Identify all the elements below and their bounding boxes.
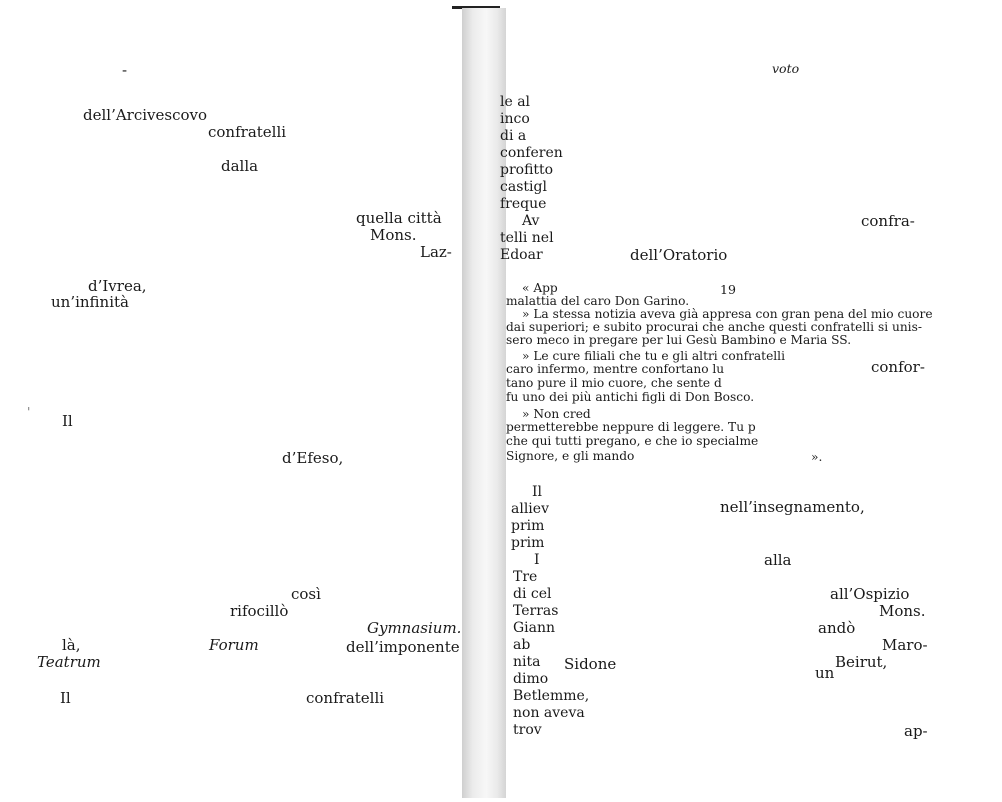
word-la: là, [62,636,81,654]
text-line: alliev [511,501,549,517]
word-dell-arcivescovo: dell’Arcivescovo [83,106,208,124]
word-confor: confor- [871,358,925,376]
word-ap: ap- [904,722,928,740]
word-il-second: Il [60,689,71,707]
note-line: « App [522,281,558,295]
note-line: permetterebbe neppure di leggere. Tu p [506,420,756,434]
word-cosi: così [291,585,321,603]
word-ando: andò [818,619,856,637]
word-laz: Laz- [420,243,452,261]
word-d-efeso: d’Efeso, [282,449,344,467]
right-page [470,0,1002,802]
word-nell-insegnamento: nell’insegnamento, [720,498,865,516]
word-dell-imponente: dell’imponente [346,638,460,656]
closing-quote: ». [811,450,823,464]
note-line: dai superiori; e subito procurai che anche questi confratelli si unis- [506,320,922,334]
word-beirut: Beirut, [835,653,888,671]
word-un-infinita: un’infinità [51,293,129,311]
note-line: sero meco in pregare per lui Gesù Bambino e Maria SS. [506,333,852,347]
text-line: castigl [500,179,547,195]
word-teatrum: Teatrum [37,653,101,671]
word-dalla: dalla [221,157,259,175]
word-sidone: Sidone [564,655,617,673]
word-maro: Maro- [882,636,928,654]
word-confra: confra- [861,212,915,230]
text-line: Il [532,484,543,500]
word-confratelli-second: confratelli [306,689,385,707]
word-confratelli: confratelli [208,123,287,141]
text-line: I [534,552,540,568]
text-line: non aveva [513,705,585,721]
note-line: fu uno dei più antichi figli di Don Bosco. [506,390,755,404]
text-line: Tre [513,569,538,585]
running-head-voto: voto [772,61,800,76]
note-line: » Non cred [522,407,591,421]
note-line: » La stessa notizia aveva già appresa con gran pena del mio cuore [522,307,933,321]
tick-mark: ' [27,404,31,419]
word-mons-right: Mons. [879,602,926,620]
word-un: un [815,664,835,682]
note-line: Signore, e gli mando [506,449,635,463]
text-line: nita [513,654,541,670]
word-d-ivrea: d’Ivrea, [88,277,147,295]
text-line: le al [500,94,531,110]
note-line: tano pure il mio cuore, che sente d [506,376,722,390]
note-line: malattia del caro Don Garino. [506,294,690,308]
text-line: conferen [500,145,563,161]
word-forum: Forum [209,636,259,654]
word-mons: Mons. [370,226,417,244]
word-gymnasium: Gymnasium. [367,619,462,637]
text-line: ab [513,637,531,653]
note-line: che qui tutti pregano, e che io specialme [506,434,759,448]
word-rifocillo: rifocillò [230,602,289,620]
text-line: profitto [500,162,554,178]
word-il: Il [62,412,73,430]
text-line: di cel [513,586,552,602]
text-line: prim [511,535,545,551]
dash-mark: - [122,61,128,79]
text-line: di a [500,128,527,144]
note-line: » Le cure filiali che tu e gli altri confratelli [522,349,785,363]
text-line: freque [500,196,547,212]
text-line: Terras [513,603,559,619]
page-number: 19 [720,282,736,297]
text-line: Betlemme, [513,688,590,704]
text-line: inco [500,111,530,127]
text-line: trov [513,722,542,738]
word-quella-citta: quella città [356,209,442,227]
text-line: dimo [513,671,549,687]
left-page [0,0,470,802]
word-dell-oratorio: dell’Oratorio [630,246,728,264]
text-line: Edoar [500,247,543,263]
word-alla: alla [764,551,792,569]
note-line: caro infermo, mentre confortano lu [506,362,725,376]
text-line: Av [522,213,540,229]
text-line: telli nel [500,230,554,246]
text-line: Giann [513,620,556,636]
word-all-ospizio: all’Ospizio [830,585,910,603]
text-line: prim [511,518,545,534]
